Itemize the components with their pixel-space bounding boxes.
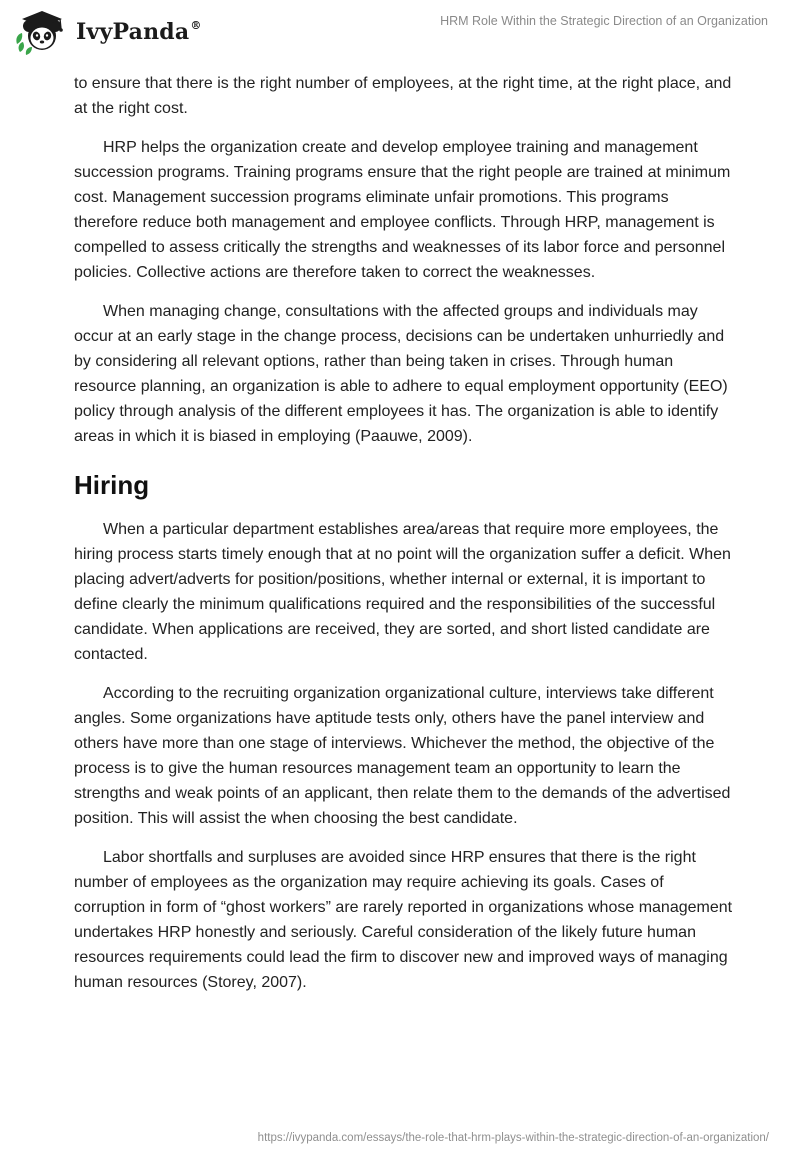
paragraph: When a particular department establishes area/areas that require more employees, the hiring process starts timely enough that at no point will the organization suffer a deficit. When placing advert/adverts for position/positions, whether internal or external, it is important to define clearly the minimum qualifications required and the responsibilities of the successful candidate. When applications are received, they are sorted, and short listed candidate are contacted. — [74, 521, 731, 663]
paragraph: According to the recruiting organization organizational culture, interviews take different angles. Some organizations have aptitude tests only, others have the panel interview and others have more than one stage of interviews. Whichever the method, the objective of the process is to give the human resources management team an opportunity to learn the strengths and weak points of an applicant, then relate them to the demands of the advertised position. This will assist the when choosing the best candidate. — [74, 685, 731, 827]
paragraph: When managing change, consultations with the affected groups and individuals may occur at an early stage in the change process, decisions can be undertaken unhurriedly and by considering all relevant options, rather than being taken in crises. Through human resource planning, an organization is able to adhere to equal employment opportunity (EEO) policy through analysis of the different employees it has. The organization is able to identify areas in which it is biased in employing (Paauwe, 2009). — [74, 303, 728, 445]
paragraph: Labor shortfalls and surpluses are avoided since HRP ensures that there is the right number of employees as the organization may require achieving its goals. Cases of corruption in form of “ghost workers” are rarely reported in organizations whose management undertakes HRP honestly and seriously. Careful consideration of the likely future human resources requirements could lead the firm to discover new and improved ways of managing human resources (Storey, 2007). — [74, 849, 733, 991]
paragraph: HRP helps the organization create and develop employee training and management succession programs. Training programs ensure that the right people are trained at minimum cost. Management succession programs eliminate unfair promotions. This programs therefore reduce both management and employee conflicts. Through HRP, management is compelled to assess critically the strengths and weaknesses of its labor force and personnel policies. Collective actions are therefore taken to correct the weaknesses. — [74, 139, 731, 281]
brand-name: IvyPanda® — [76, 19, 202, 45]
panda-graduate-icon — [14, 8, 70, 56]
source-url[interactable]: https://ivypanda.com/essays/the-role-that-hrm-plays-within-the-strategic-direction-of-an-organization/ — [257, 1132, 769, 1144]
section-heading-hiring: Hiring — [74, 470, 150, 500]
page-header — [0, 0, 800, 66]
document-title: HRM Role Within the Strategic Direction of an Organization — [440, 14, 768, 28]
paragraph: to ensure that there is the right number of employees, at the right time, at the right place, and at the right cost. — [74, 75, 732, 117]
ivypanda-logo[interactable] — [14, 8, 202, 56]
registered-mark: ® — [190, 19, 202, 32]
essay-body — [74, 71, 734, 1009]
